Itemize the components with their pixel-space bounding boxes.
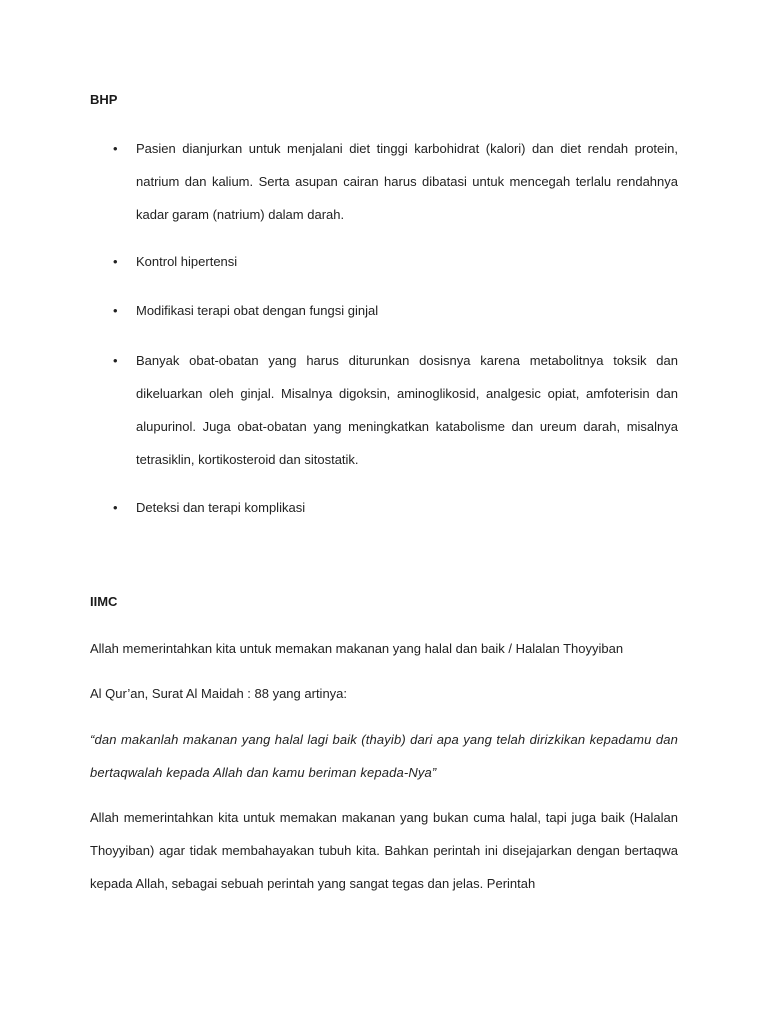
section-heading-iimc: IIMC	[90, 594, 118, 609]
bullet-icon: •	[113, 303, 118, 318]
paragraph: Al Qur’an, Surat Al Maidah : 88 yang artinya:	[90, 686, 348, 701]
bullet-icon: •	[113, 500, 118, 515]
bullet-icon: •	[113, 141, 118, 156]
bullet-icon: •	[113, 353, 118, 368]
paragraph: Allah memerintahkan kita untuk memakan makanan yang halal dan baik / Halalan Thoyyiban	[90, 641, 624, 656]
list-item-text: Pasien dianjurkan untuk menjalani diet tinggi karbohidrat (kalori) dan diet rendah protein, natrium dan kalium. Serta asupan cairan harus dibatasi untuk mencegah terlalu rendahnya kadar garam (natrium) dalam darah.	[136, 141, 678, 222]
list-item-text: Banyak obat-obatan yang harus diturunkan dosisnya karena metabolitnya toksik dan dikeluarkan oleh ginjal. Misalnya digoksin, aminoglikosid, analgesic opiat, amfoterisin dan alupurinol. Juga obat-obatan yang meningkatkan katabolisme dan ureum darah, misalnya tetrasiklin, kortikosteroid dan sitostatik.	[136, 353, 678, 467]
list-item-text: Kontrol hipertensi	[136, 254, 238, 269]
list-item-text: Modifikasi terapi obat dengan fungsi ginjal	[136, 303, 379, 318]
quote-paragraph: “dan makanlah makanan yang halal lagi baik (thayib) dari apa yang telah dirizkikan kepadamu dan bertaqwalah kepada Allah dan kamu beriman kepada-Nya”	[90, 732, 678, 780]
list-item-text: Deteksi dan terapi komplikasi	[136, 500, 306, 515]
bullet-icon: •	[113, 254, 118, 269]
section-heading-bhp: BHP	[90, 92, 118, 107]
paragraph: Allah memerintahkan kita untuk memakan makanan yang bukan cuma halal, tapi juga baik (Halalan Thoyyiban) agar tidak membahayakan tubuh kita. Bahkan perintah ini disejajarkan dengan bertaqwa kepada Allah, sebagai sebuah perintah yang sangat tegas dan jelas. Perintah	[90, 810, 678, 891]
